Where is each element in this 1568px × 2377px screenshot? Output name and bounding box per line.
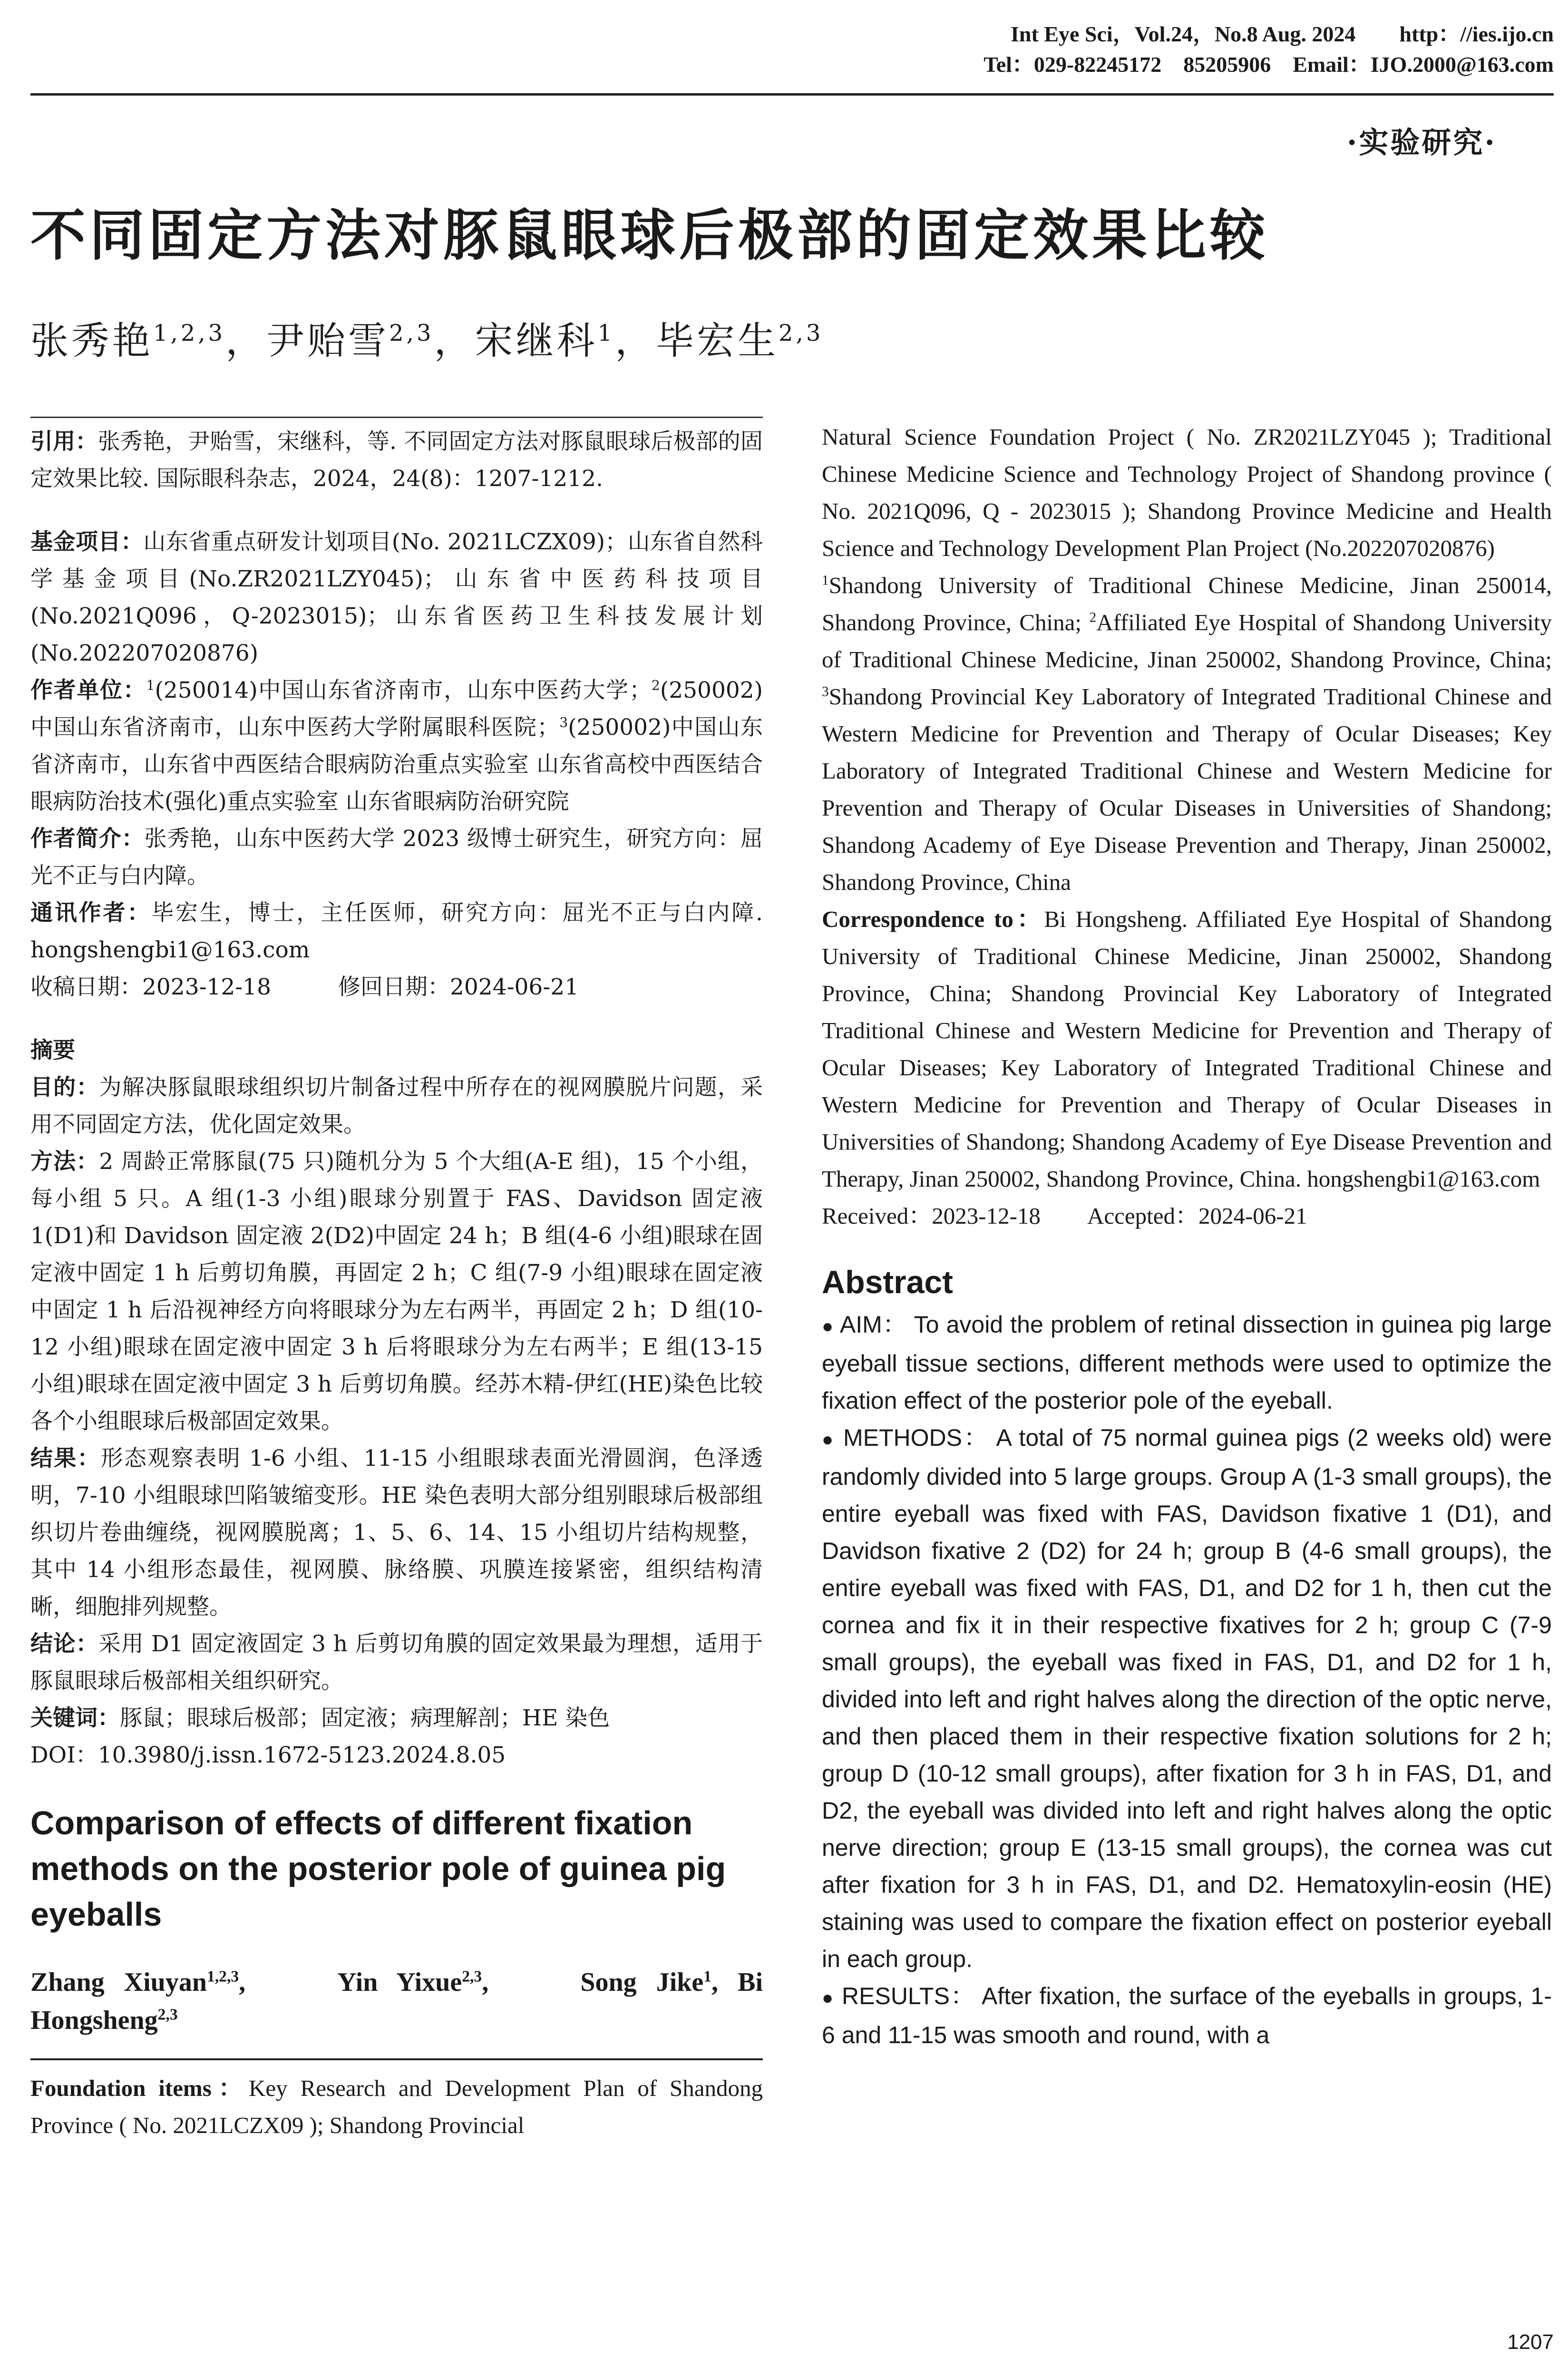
foundation-rule (30, 2058, 763, 2060)
bullet-icon: ● (822, 1429, 835, 1450)
right-column (822, 409, 1552, 2054)
author-affil-sup: 2,3 (779, 320, 824, 347)
author-name: ，宋继科 (434, 319, 598, 363)
dates-cn: 收稿日期：2023-12-18 修回日期：2024-06-21 (30, 974, 579, 1000)
funding: 基金项目：山东省重点研发计划项目(No. 2021LCZX09)；山东省自然科学基金项目(No.ZR2021LZY045)；山东省中医药科技项目(No.2021Q096，Q-2023015)；山东省医药卫生科技发展计划(No.202207020876) (30, 529, 763, 666)
header-rule (30, 93, 1554, 96)
abstract-conclusion-cn: 结论：采用 D1 固定液固定 3 h 后剪切角膜的固定效果最为理想，适用于豚鼠眼球后极部相关组织研究。 (30, 1631, 763, 1694)
left-column (30, 409, 763, 2144)
abstract-aim-en: ● AIM： To avoid the problem of retinal dissection in guinea pig large eyeball tissue sections, different methods were used to optimize the fixation effect of the posterior pole of the eyeball. (822, 1311, 1552, 1414)
author-affil-sup: 2,3 (389, 320, 434, 347)
abstract-methods-en: ● METHODS： A total of 75 normal guinea pigs (2 weeks old) were randomly divided into 5 large groups. Group A (1-3 small groups), the entire eyeball was fixed with FAS, Davidson fixative 1 (D1), and Davidson fixative 2 (D2) for 24 h; group B (4-6 small groups), the entire eyeball was fixed with FAS, D1, and D2 for 1 h, then cut the cornea and fix it in their respective fixatives for 2 h; group C (7-9 small groups), the eyeball was fixed in FAS, D1, and D2 for 1 h, divided into left and right halves along the direction of the optic nerve, and then placed them in their respective fixation solutions for 2 h; group D (10-12 small groups), after fixation for 3 h in FAS, D1, and D2, the eyeball was divided into left and right halves along the optic nerve direction; group E (13-15 small groups), the cornea was cut after fixation for 3 h in FAS, D1, and D2. Hematoxylin-eosin (HE) staining was used to compare the fixation effect on posterior eyeball in each group. (822, 1424, 1552, 1972)
author-bio: 作者简介：张秀艳，山东中医药大学 2023 级博士研究生，研究方向：屈光不正与白内障。 (30, 826, 763, 889)
abstract-aim-cn: 目的：为解决豚鼠眼球组织切片制备过程中所存在的视网膜脱片问题，采用不同固定方法，优化固定效果。 (30, 1074, 763, 1138)
affiliations-en: $^1$Shandong University of Traditional Chinese Medicine, Jinan 250014, Shandong Province, China; $^2$Affiliated Eye Hospital of Shandong University of Traditional Chinese Medicine, Jinan 250002, Shandong Province, China; $^3$Shandong Provincial Key Laboratory of Integrated Traditional Chinese and Western Medicine for Prevention and Therapy of Ocular Diseases; Key Laboratory of Integrated Traditional Chinese and Western Medicine for Prevention and Therapy of Ocular Diseases in Universities of Shandong; Shandong Academy of Eye Disease Prevention and Therapy, Jinan 250002, Shandong Province, China (822, 572, 1552, 895)
section-label: ·实验研究· (1346, 125, 1497, 160)
author-name: 张秀艳 (30, 319, 153, 363)
foundation-items: Foundation items：Key Research and Development Plan of Shandong Province ( No. 2021LCZX09 ); Shandong Provincial (30, 2075, 763, 2138)
contact-line: Tel：029-82245172 85205906 Email：IJO.2000@163.com (984, 52, 1554, 77)
correspondence-en: Correspondence to：Bi Hongsheng. Affiliated Eye Hospital of Shandong University of Traditional Chinese Medicine, Jinan 250002, Shandong Province, China; Shandong Provincial Key Laboratory of Integrated Traditional Chinese and Western Medicine for Prevention and Therapy of Ocular Diseases; Key Laboratory of Integrated Traditional Chinese and Western Medicine for Prevention and Therapy of Ocular Diseases in Universities of Shandong; Shandong Academy of Eye Disease Prevention and Therapy, Jinan 250002, Shandong Province, China. hongshengbi1@163.com (822, 906, 1552, 1192)
article-title-en: Comparison of effects of different fixation methods on the posterior pole of guinea pig eyeballs (30, 1804, 726, 1933)
article-title: 不同固定方法对豚鼠眼球后极部的固定效果比较 (30, 203, 1269, 268)
abstract-heading-cn: 摘要 (30, 1037, 75, 1063)
corresponding-author: 通讯作者：毕宏生，博士，主任医师，研究方向：屈光不正与白内障. hongshengbi1@163.com (30, 900, 763, 963)
abstract-methods-cn: 方法：2 周龄正常豚鼠(75 只)随机分为 5 个大组(A-E 组)，15 个小组，每小组 5 只。A 组(1-3 小组)眼球分别置于 FAS、Davidson 固定液 1(D1)和 Davidson 固定液 2(D2)中固定 24 h；B 组(4-6 小组)眼球在固定液中固定 1 h 后剪切角膜，再固定 2 h；C 组(7-9 小组)眼球在固定液中固定 1 h 后沿视神经方向将眼球分为左右两半，再固定 2 h；D 组(10-12 小组)眼球在固定液中固定 3 h 后将眼球分为左右两半；E 组(13-15 小组)眼球在固定液中固定 3 h 后剪切角膜。经苏木精-伊红(HE)染色比较各个小组眼球后极部固定效果。 (30, 1149, 763, 1434)
author-name: ，尹贻雪 (225, 319, 390, 363)
citation: 引用：张秀艳，尹贻雪，宋继科，等. 不同固定方法对豚鼠眼球后极部的固定效果比较. 国际眼科杂志，2024，24(8)：1207-1212. (30, 429, 763, 492)
authors-en: Zhang Xiuyan$^{1,2,3}$, Yin Yixue$^{2,3}$, Song Jike$^1$, Bi Hongsheng$^{2,3}$ (30, 1968, 763, 2035)
bullet-icon: ● (822, 1987, 835, 2008)
journal-line: Int Eye Sci，Vol.24，No.8 Aug. 2024 http：//ies.ijo.cn (1010, 22, 1554, 46)
affiliations-cn: 作者单位：$^1$(250014)中国山东省济南市，山东中医药大学；$^2$(250002)中国山东省济南市，山东中医药大学附属眼科医院；$^3$(250002)中国山东省济南市，山东省中西医结合眼病防治重点实验室 山东省高校中西医结合眼病防治技术(强化)重点实验室 山东省眼病防治研究院 (30, 677, 763, 815)
abstract-results-cn: 结果：形态观察表明 1-6 小组、11-15 小组眼球表面光滑圆润，色泽透明，7-10 小组眼球凹陷皱缩变形。HE 染色表明大部分组别眼球后极部组织切片卷曲缠绕，视网膜脱离；1、5、6、14、15 小组切片结构规整，其中 14 小组形态最佳，视网膜、脉络膜、巩膜连接紧密，组织结构清晰，细胞排列规整。 (30, 1445, 763, 1620)
doi: DOI：10.3980/j.issn.1672-5123.2024.8.05 (30, 1742, 506, 1768)
author-affil-sup: 1,2,3 (153, 320, 226, 347)
dates-en: Received：2023-12-18 Accepted：2024-06-21 (822, 1203, 1307, 1229)
author-affil-sup: 1 (597, 320, 615, 347)
page-number: 1207 (1507, 2330, 1554, 2354)
bullet-icon: ● (822, 1316, 834, 1337)
abstract-results-en: ● RESULTS： After fixation, the surface of the eyeballs in groups, 1-6 and 11-15 was smooth and round, with a (822, 1983, 1552, 2048)
authors-cn (30, 315, 823, 367)
keywords-cn: 关键词：豚鼠；眼球后极部；固定液；病理解剖；HE 染色 (30, 1705, 610, 1731)
foundation-items-cont: Natural Science Foundation Project ( No. ZR2021LZY045 ); Traditional Chinese Medicine Science and Technology Project of Shandong province ( No. 2021Q096, Q - 2023015 ); Shandong Province Medicine and Health Science and Technology Development Plan Project (No.202207020876) (822, 424, 1552, 561)
author-name: ，毕宏生 (615, 319, 779, 363)
abstract-heading-en: Abstract (822, 1264, 953, 1300)
running-head (650, 19, 1554, 80)
